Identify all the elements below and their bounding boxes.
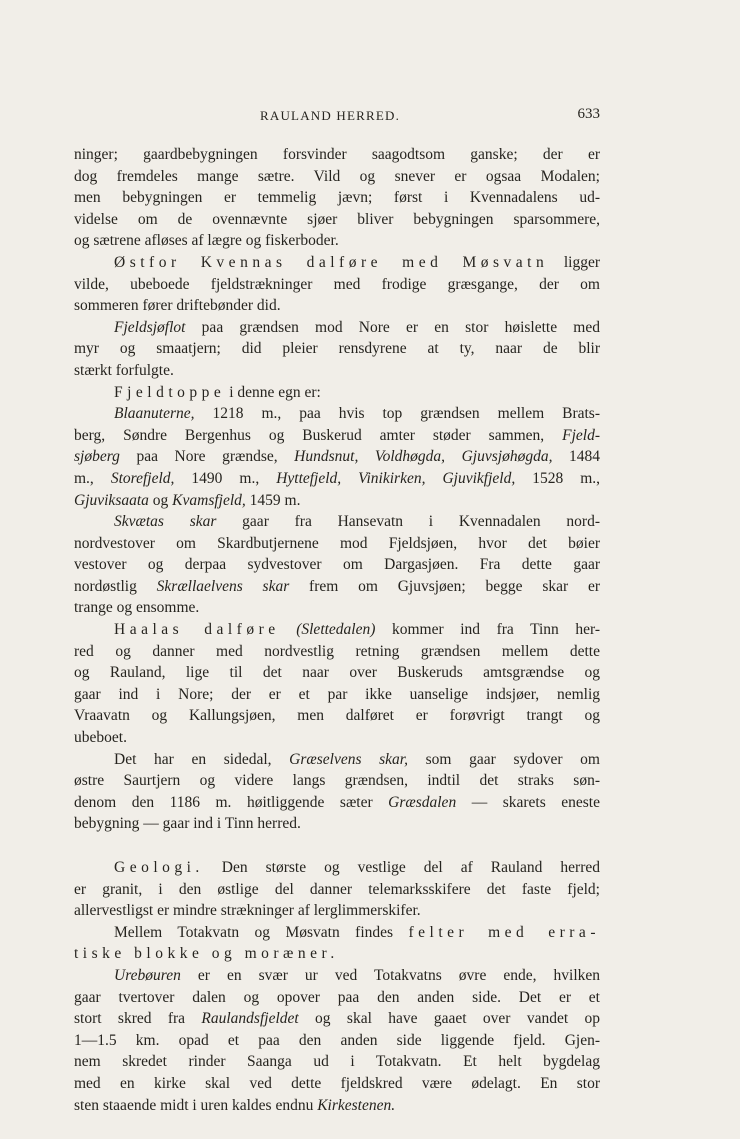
text-line bbox=[74, 1073, 600, 1095]
text-line bbox=[74, 943, 600, 965]
text-segment: og bbox=[148, 491, 173, 509]
text-line bbox=[74, 922, 600, 944]
text-line bbox=[74, 1030, 600, 1052]
italic-segment: Raulandsfjeldet bbox=[201, 1010, 299, 1028]
text-segment: trange og ensomme. bbox=[74, 599, 200, 617]
spaced-segment: Haalas dalføre bbox=[114, 621, 280, 639]
italic-segment: Fjeld- bbox=[562, 426, 600, 444]
text-line bbox=[74, 727, 600, 749]
text-segment: myr og smaatjern; did pleier rensdyrene at ty, naar de blir bbox=[74, 340, 600, 358]
text-segment: Vraavatn og Kallungsjøen, men dalføret er forøvrigt trangt og bbox=[74, 707, 600, 725]
italic-segment: Fjeldsjøflot bbox=[114, 318, 186, 336]
page-number: 633 bbox=[577, 106, 600, 122]
text-line bbox=[74, 1008, 600, 1030]
text-segment: ligger bbox=[548, 253, 600, 271]
text-line bbox=[74, 619, 600, 641]
italic-segment: Skrællaelvens skar bbox=[156, 577, 290, 595]
text-line bbox=[74, 295, 600, 317]
text-segment: nordvestover om Skardbutjernene mod Fjeldsjøen, hvor det bøier bbox=[74, 534, 600, 552]
text-line bbox=[74, 252, 600, 274]
text-segment: og skal have gaaet over vandet op bbox=[298, 1010, 600, 1028]
spaced-segment: Geologi. bbox=[114, 859, 204, 876]
text-line bbox=[74, 597, 600, 619]
text-segment: frem om Gjuvsjøen; begge skar er bbox=[289, 577, 600, 595]
text-line bbox=[74, 641, 600, 663]
running-head-title: RAULAND HERRED. bbox=[260, 108, 401, 123]
text-segment: østre Saurtjern og videre langs grændsen, indtil det straks søn- bbox=[74, 772, 600, 790]
spaced-segment: Fjeldtoppe bbox=[114, 383, 226, 401]
text-segment: 1—1.5 km. opad et paa den anden side liggende fjeld. Gjen- bbox=[74, 1031, 600, 1049]
text-segment: bebygning — gaar ind i Tinn herred. bbox=[74, 815, 301, 833]
text-segment: paa grændsen mod Nore er en stor høislette med bbox=[185, 318, 600, 336]
text-line bbox=[74, 857, 600, 879]
text-line bbox=[74, 554, 600, 576]
italic-segment: Kirkestenen. bbox=[317, 1096, 396, 1114]
italic-segment: (Slettedalen) bbox=[296, 621, 376, 639]
text-segment: sommeren fører driftebønder did. bbox=[74, 297, 281, 315]
text-segment: Det har en sidedal, bbox=[114, 750, 290, 768]
text-segment: 1459 m. bbox=[245, 491, 301, 509]
body-text bbox=[74, 144, 600, 1116]
text-segment: men bebygningen er temmelig jævn; først i Kvennadalens ud- bbox=[74, 189, 600, 207]
text-segment: — skarets eneste bbox=[456, 793, 600, 811]
italic-segment: Urebøuren bbox=[114, 966, 181, 984]
text-segment: ubeboet. bbox=[74, 729, 127, 747]
text-segment: denom den 1186 m. høitliggende sæter bbox=[74, 793, 389, 811]
text-segment: berg, Søndre Bergenhus og Buskerud amter støder sammen, bbox=[74, 426, 563, 444]
italic-segment: Hyttefjeld, Vinikirken, Gjuvikfjeld, bbox=[276, 469, 516, 487]
spaced-segment: tiske blokke og moræner. bbox=[74, 945, 339, 963]
text-segment: paa Nore grændse, bbox=[119, 448, 295, 466]
spaced-segment: felter med erra- bbox=[408, 923, 600, 941]
text-line bbox=[74, 187, 600, 209]
text-segment: vestover og derpaa sydvestover om Dargasjøen. Fra dette gaar bbox=[74, 556, 600, 574]
italic-segment: Hundsnut, Voldhøgda, Gjuvsjøhøgda, bbox=[294, 448, 553, 466]
italic-segment: Storefjeld, bbox=[110, 469, 175, 487]
text-line bbox=[74, 425, 600, 447]
text-line bbox=[74, 987, 600, 1009]
text-line bbox=[74, 490, 600, 512]
text-line bbox=[74, 403, 600, 425]
text-segment: som gaar sydover om bbox=[408, 750, 600, 768]
text-line bbox=[74, 684, 600, 706]
text-segment: red og danner med nordvestlig retning grændsen mellem dette bbox=[74, 642, 600, 660]
text-segment: ninger; gaardbebygningen forsvinder saagodtsom ganske; der er bbox=[74, 146, 600, 163]
text-line bbox=[74, 230, 600, 252]
text-segment: er granit, i den østlige del danner telemarksskifere det faste fjeld; bbox=[74, 880, 600, 898]
text-line bbox=[74, 511, 600, 533]
text-line bbox=[74, 166, 600, 188]
text-line bbox=[74, 533, 600, 555]
text-segment: stort skred fra bbox=[74, 1010, 202, 1028]
text-segment: nem skredet rinder Saanga ud i Totakvatn. Et helt bygdelag bbox=[74, 1053, 600, 1071]
text-segment: m., bbox=[74, 469, 111, 487]
text-segment: er en svær ur ved Totakvatns øvre ende, hvilken bbox=[180, 966, 600, 984]
text-line bbox=[74, 900, 600, 922]
text-segment: 1528 m., bbox=[515, 469, 601, 487]
text-line bbox=[74, 144, 600, 166]
text-line bbox=[74, 749, 600, 771]
text-segment: stærkt forfulgte. bbox=[74, 361, 174, 379]
text-segment: med en kirke skal ved dette fjeldskred være ødelagt. En stor bbox=[74, 1074, 600, 1092]
italic-segment: Blaanuterne, bbox=[114, 405, 195, 423]
text-line bbox=[74, 446, 600, 468]
text-line bbox=[74, 662, 600, 684]
text-segment: sten staaende midt i uren kaldes endnu bbox=[74, 1096, 318, 1114]
text-segment: og Rauland, lige til det naar over Buskeruds amtsgrændse og bbox=[74, 664, 600, 682]
text-segment: dog fremdeles mange sætre. Vild og snever er ogsaa Modalen; bbox=[74, 167, 600, 185]
text-segment: allervestligst er mindre strækninger af lerglimmerskifer. bbox=[74, 902, 421, 920]
text-line bbox=[74, 705, 600, 727]
text-line bbox=[74, 274, 600, 296]
italic-segment: sjøberg bbox=[74, 448, 120, 466]
text-segment: 1218 m., paa hvis top grændsen mellem Brats- bbox=[194, 405, 600, 423]
text-line bbox=[74, 468, 600, 490]
text-line bbox=[74, 792, 600, 814]
section-gap bbox=[74, 835, 600, 857]
text-segment: 1490 m., bbox=[174, 469, 277, 487]
italic-segment: Skvætas skar bbox=[114, 513, 217, 531]
text-segment: og sætrene afløses af lægre og fiskerboder. bbox=[74, 232, 339, 250]
text-line bbox=[74, 770, 600, 792]
text-line bbox=[74, 360, 600, 382]
text-segment: kommer ind fra Tinn her- bbox=[375, 621, 601, 639]
text-line bbox=[74, 1095, 600, 1117]
text-segment: Mellem Totakvatn og Møsvatn findes bbox=[114, 923, 409, 941]
text-segment: i denne egn er: bbox=[225, 383, 321, 401]
text-line bbox=[74, 965, 600, 987]
spaced-segment: Østfor Kvennas dalføre med Møsvatn bbox=[114, 253, 549, 271]
text-segment: gaar ind i Nore; der er et par ikke uanselige indsjøer, nemlig bbox=[74, 685, 600, 703]
text-line bbox=[74, 879, 600, 901]
text-line bbox=[74, 382, 600, 404]
text-line bbox=[74, 576, 600, 598]
italic-segment: Græselvens skar, bbox=[289, 750, 408, 768]
italic-segment: Græsdalen bbox=[388, 793, 457, 811]
text-line bbox=[74, 813, 600, 835]
italic-segment: Kvamsfjeld, bbox=[172, 491, 246, 509]
text-line bbox=[74, 209, 600, 231]
italic-segment: Gjuviksaata bbox=[74, 491, 149, 509]
running-head bbox=[74, 108, 600, 128]
text-segment bbox=[280, 621, 297, 638]
text-segment: vilde, ubeboede fjeldstrækninger med frodige græsgange, der om bbox=[74, 275, 600, 293]
text-line bbox=[74, 1051, 600, 1073]
text-line bbox=[74, 338, 600, 360]
text-segment: gaar tvertover dalen og opover paa den anden side. Det er et bbox=[74, 988, 600, 1006]
text-segment: videlse om de ovennævnte sjøer bliver bebygningen sparsommere, bbox=[74, 210, 600, 228]
text-segment: 1484 bbox=[552, 448, 601, 466]
text-segment: Den største og vestlige del af Rauland herred bbox=[203, 859, 600, 876]
text-line bbox=[74, 317, 600, 339]
text-segment: nordøstlig bbox=[74, 577, 157, 595]
text-segment: gaar fra Hansevatn i Kvennadalen nord- bbox=[216, 513, 600, 531]
